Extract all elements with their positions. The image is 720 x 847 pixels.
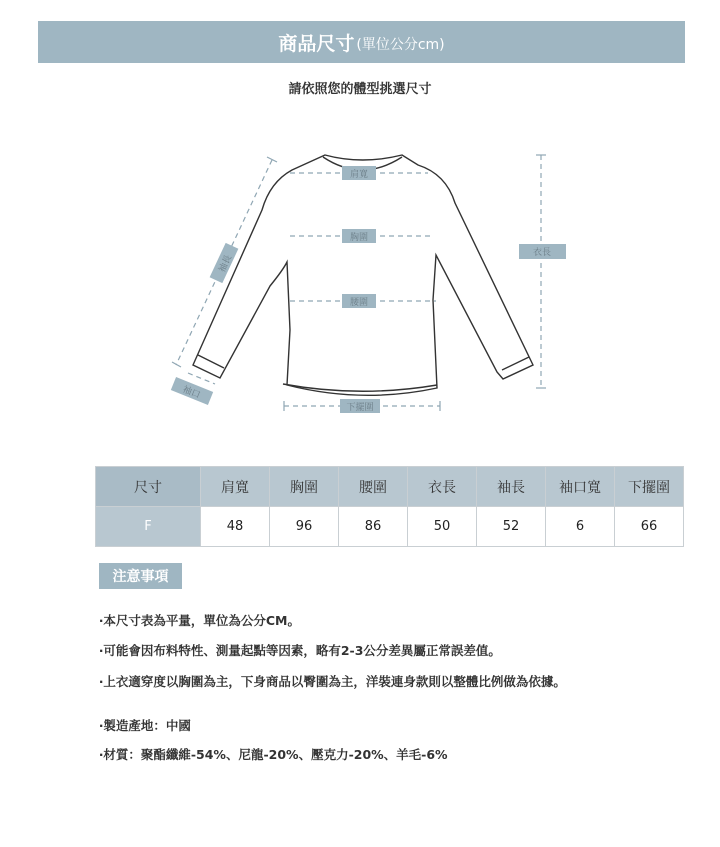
size-banner <box>38 21 685 63</box>
header-cell: 袖口寬 <box>546 467 615 507</box>
header-cell: 腰圍 <box>339 467 408 507</box>
label-cuff-text: 袖口 <box>181 384 202 401</box>
label-length <box>519 244 566 259</box>
note-item: ‧本尺寸表為平量，單位為公分CM。 <box>99 613 300 628</box>
note-item: ‧製造產地：中國 <box>99 718 191 733</box>
header-cell: 胸圍 <box>270 467 339 507</box>
label-chest <box>342 229 376 243</box>
table-cell: 6 <box>546 507 615 547</box>
header-cell: 尺寸 <box>96 467 201 507</box>
table-header-row <box>96 467 684 507</box>
label-length-text: 衣長 <box>532 248 552 258</box>
note-item: ‧材質：聚酯纖維-54%、尼龍-20%、壓克力-20%、羊毛-6% <box>99 747 448 762</box>
header-cell: 肩寬 <box>201 467 270 507</box>
label-waist <box>342 294 376 308</box>
size-cell: F <box>96 507 201 547</box>
subtitle: 請依照您的體型挑選尺寸 <box>288 82 432 97</box>
label-shoulder <box>342 166 376 180</box>
table-cell: 86 <box>339 507 408 547</box>
label-sleeve-text: 袖長 <box>217 253 235 275</box>
table-cell: 48 <box>201 507 270 547</box>
banner-unit: (單位公分cm) <box>356 36 445 53</box>
label-chest-text: 胸圍 <box>349 233 369 243</box>
table-cell: 50 <box>408 507 477 547</box>
shirt-outline <box>193 155 533 395</box>
table-cell: 52 <box>477 507 546 547</box>
notes-title: 注意事項 <box>99 563 182 589</box>
table-cell: 96 <box>270 507 339 547</box>
measure-ticks <box>172 155 546 411</box>
label-shoulder-text: 肩寬 <box>349 170 369 180</box>
garment-diagram <box>0 130 720 420</box>
label-sleeve <box>210 243 239 283</box>
banner-title: 商品尺寸 <box>278 32 355 55</box>
label-hem-text: 下擺圍 <box>346 403 374 413</box>
header-cell: 衣長 <box>408 467 477 507</box>
note-item: ‧上衣適穿度以胸圍為主，下身商品以臀圍為主，洋裝連身款則以整體比例做為依據。 <box>99 674 566 689</box>
label-hem <box>340 399 380 413</box>
table-row <box>96 507 684 547</box>
label-waist-text: 腰圍 <box>349 298 369 308</box>
note-item: ‧可能會因布料特性、測量起點等因素，略有2-3公分差異屬正常誤差值。 <box>99 643 501 658</box>
header-cell: 下擺圍 <box>615 467 684 507</box>
header-cell: 袖長 <box>477 467 546 507</box>
table-cell: 66 <box>615 507 684 547</box>
size-table <box>95 466 684 547</box>
